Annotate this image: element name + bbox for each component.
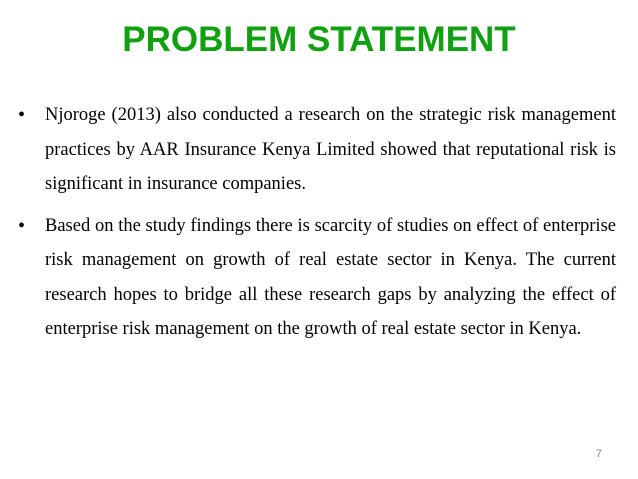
bullet-list <box>18 98 616 354</box>
slide-title: PROBLEM STATEMENT <box>122 20 516 59</box>
bullet-item <box>18 209 616 347</box>
page-number: 7 <box>595 448 602 460</box>
bullet-text: Based on the study findings there is scarcity of studies on effect of enterprise risk management on growth of real estate sector in Kenya. The current research hopes to bridge all these research gaps by analyzing the effect of enterprise risk management on the growth of real estate sector in Kenya. <box>45 215 616 339</box>
bullet-icon: • <box>18 214 26 237</box>
bullet-icon: • <box>18 104 26 126</box>
bullet-item <box>18 98 616 202</box>
bullet-text: Njoroge (2013) also conducted a research on the strategic risk management practices by AAR Insurance Kenya Limited showed that reputational risk is significant in insurance companies. <box>45 105 616 194</box>
